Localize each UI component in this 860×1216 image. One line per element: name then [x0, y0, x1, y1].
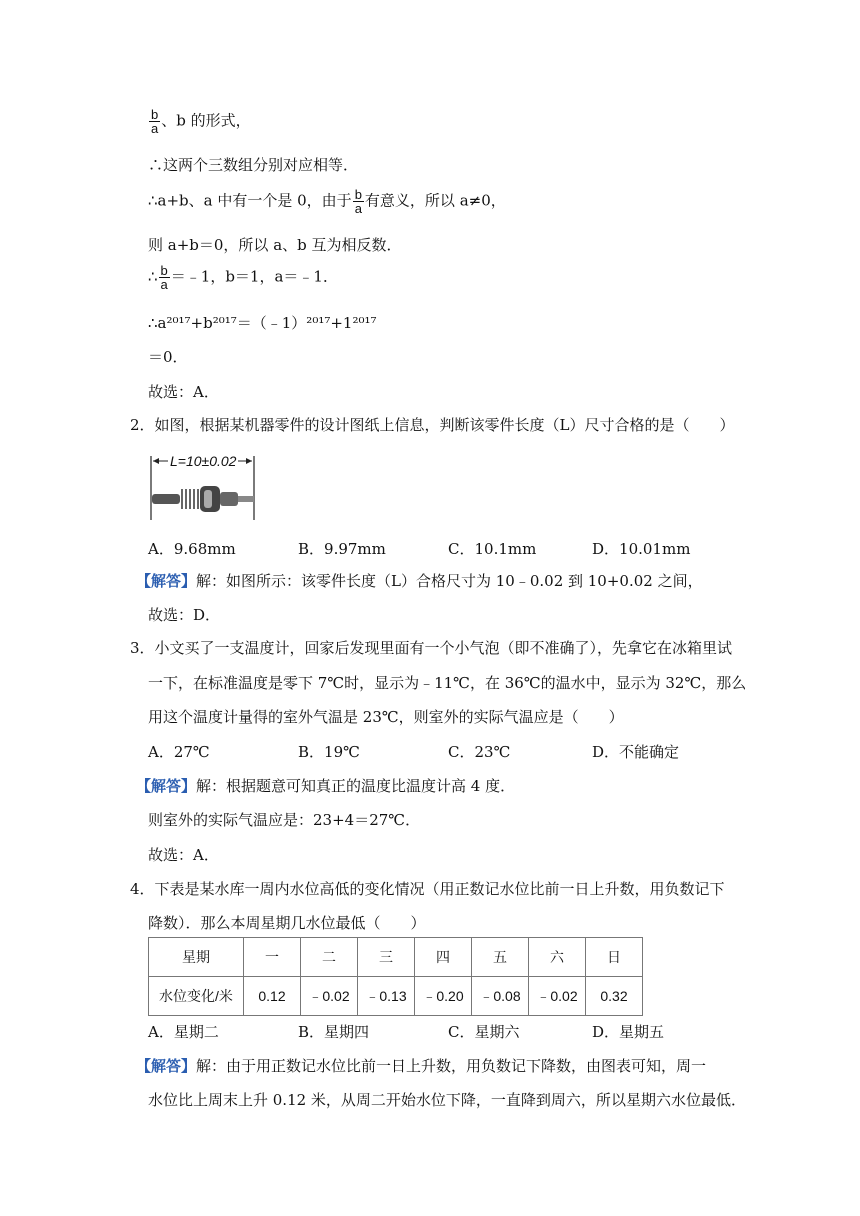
q4-number: 4． [130, 880, 155, 898]
fraction-b-over-a: $\frac{b}{a}$ [160, 263, 168, 292]
q2-part-figure [148, 452, 258, 522]
q4-choice-b: B．星期四 [298, 1023, 370, 1041]
q3-stem-line-2: 一下，在标准温度是零下 7℃时，显示为﹣11℃，在 36℃的温水中，显示为 32℃，那么 [148, 674, 747, 692]
q3-choice-a: A．27℃ [148, 743, 210, 761]
q3-choice-c: C．23℃ [448, 743, 511, 761]
table-cell: 水位变化/米 [149, 977, 244, 1016]
q4-choice-c: C．星期六 [448, 1023, 520, 1041]
table-cell: 0.32 [586, 977, 643, 1016]
intro-line-4: 则 a+b＝0，所以 a、b 互为相反数． [148, 236, 402, 254]
q2-stem: 2．如图，根据某机器零件的设计图纸上信息，判断该零件长度（L）尺寸合格的是（ ） [130, 416, 735, 434]
table-cell: ﹣0.08 [472, 977, 529, 1016]
water-level-table [148, 937, 643, 1016]
q3-choice-d: D．不能确定 [592, 743, 680, 761]
fraction-b-over-a: $\frac{b}{a}$ [151, 107, 159, 136]
intro-line-8: 故选：A． [148, 383, 219, 401]
q2-solution: 【解答】解：如图所示：该零件长度（L）合格尺寸为 10﹣0.02 到 10+0.02 之间， [136, 572, 703, 590]
table-cell: ﹣0.13 [358, 977, 415, 1016]
q3-answer-tag: 【解答】 [136, 777, 197, 795]
q2-conclusion: 故选：D． [148, 606, 221, 624]
fraction-b-over-a: $\frac{b}{a}$ [354, 187, 362, 216]
table-header-row [149, 938, 643, 977]
intro-line-5: ∴ $\frac{b}{a}$ ＝﹣1，b＝1，a＝﹣1． [148, 263, 338, 292]
q3-stem-line-1: 3．小文买了一支温度计，回家后发现里面有一个小气泡（即不准确了），先拿它在冰箱里试 [130, 639, 733, 657]
q2-choice-b: B．9.97mm [298, 540, 386, 558]
intro-line-2: ∴这两个三数组分别对应相等． [148, 156, 359, 174]
q3-conclusion: 故选：A． [148, 846, 219, 864]
table-cell: 0.12 [244, 977, 301, 1016]
q4-solution-line-2: 水位比上周末上升 0.12 米，从周二开始水位下降，一直降到周六，所以星期六水位最低． [148, 1091, 746, 1109]
q3-number: 3． [130, 639, 155, 657]
q2-choice-d: D．10.01mm [592, 540, 691, 558]
q3-choice-b: B．19℃ [298, 743, 360, 761]
table-cell: 星期 [149, 938, 244, 977]
table-cell: 六 [529, 938, 586, 977]
q3-solution: 【解答】解：根据题意可知真正的温度比温度计高 4 度． [136, 777, 516, 795]
q4-choice-d: D．星期五 [592, 1023, 665, 1041]
q3-stem-line-3: 用这个温度计量得的室外气温是 23℃，则室外的实际气温应是（ ） [148, 708, 624, 726]
q3-solution-line-2: 则室外的实际气温应是：23+4＝27℃． [148, 811, 421, 829]
intro-line-3: ∴a+b、a 中有一个是 0，由于 $\frac{b}{a}$ 有意义，所以 a≠0， [148, 187, 506, 216]
intro-line-1: $\frac{b}{a}$ 、b 的形式， [151, 107, 251, 136]
q4-stem-line-1: 4．下表是某水库一周内水位高低的变化情况（用正数记水位比前一日上升数，用负数记下 [130, 880, 725, 898]
table-cell: 三 [358, 938, 415, 977]
intro-line-6: ∴a²⁰¹⁷+b²⁰¹⁷＝（﹣1）²⁰¹⁷+1²⁰¹⁷ [148, 314, 377, 332]
table-cell: 五 [472, 938, 529, 977]
table-cell: 四 [415, 938, 472, 977]
q2-number: 2． [130, 416, 155, 434]
table-cell: ﹣0.20 [415, 977, 472, 1016]
intro-line-7: ＝0． [148, 348, 188, 366]
q4-solution: 【解答】解：由于用正数记水位比前一日上升数，用负数记下降数，由图表可知，周一 [136, 1057, 707, 1075]
q2-choice-a: A．9.68mm [148, 540, 236, 558]
table-row [149, 977, 643, 1016]
q2-choice-c: C．10.1mm [448, 540, 537, 558]
q4-answer-tag: 【解答】 [136, 1057, 197, 1075]
q4-stem-line-2: 降数）．那么本周星期几水位最低（ ） [148, 914, 426, 932]
table-cell: ﹣0.02 [301, 977, 358, 1016]
table-cell: ﹣0.02 [529, 977, 586, 1016]
table-cell: 一 [244, 938, 301, 977]
q4-choice-a: A．星期二 [148, 1023, 219, 1041]
q2-answer-tag: 【解答】 [136, 572, 197, 590]
q2-figure-label: L=10±0.02 [170, 453, 237, 469]
table-cell: 日 [586, 938, 643, 977]
table-cell: 二 [301, 938, 358, 977]
